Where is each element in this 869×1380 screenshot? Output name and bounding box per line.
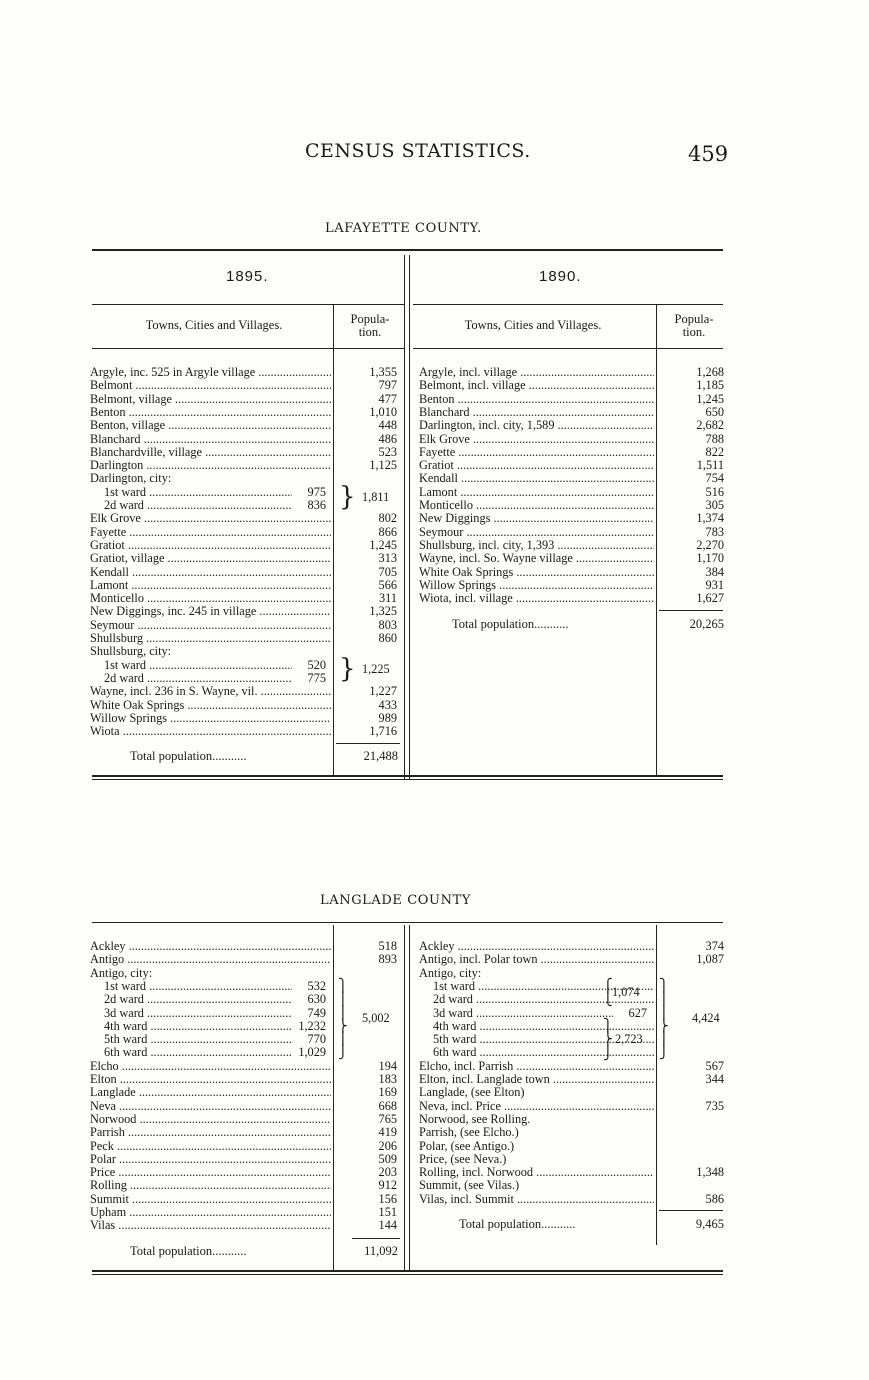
row-name: Darlington .....: [90, 459, 331, 472]
langlade-county-title: LANGLADE COUNTY: [320, 893, 472, 908]
population-value: 1,511: [696, 458, 724, 473]
row-name: Argyle, incl. village .....: [419, 366, 654, 379]
table-row: [90, 1086, 400, 1099]
population-value: 206: [378, 1138, 397, 1153]
table-row: [90, 512, 400, 525]
column-header-towns-1895: Towns, Cities and Villages.: [145, 318, 283, 332]
row-name: 1st ward .....: [104, 486, 292, 499]
table-row: [90, 1007, 400, 1020]
ward-value: 1,232: [298, 1018, 326, 1033]
row-name: Neva, incl. Price .....: [419, 1100, 654, 1113]
table-row: [90, 1179, 400, 1192]
column-header-population-1895: Popula- tion.: [350, 312, 390, 339]
sum-rule: [659, 1210, 723, 1211]
table-row: [419, 1140, 725, 1153]
population-value: 1,355: [369, 365, 397, 379]
table-row: [419, 379, 725, 392]
table-bottom-rule: [92, 779, 723, 780]
row-name: Wayne, incl. 236 in S. Wayne, vil. .....: [90, 685, 331, 698]
table-row: [419, 1126, 725, 1139]
population-value: 567: [705, 1058, 724, 1073]
double-column-rule: [409, 925, 410, 1270]
population-value: 374: [705, 939, 724, 953]
table-bottom-rule: [92, 1270, 723, 1272]
row-name: Peck .....: [90, 1140, 331, 1153]
table-row: [90, 1193, 400, 1206]
population-value: 477: [378, 391, 397, 406]
population-value: 893: [378, 952, 397, 967]
population-value: 2,270: [696, 537, 724, 552]
row-name: Blanchardville, village .....: [90, 446, 331, 459]
row-name: Upham .....: [90, 1206, 331, 1219]
table-row: [419, 592, 725, 605]
table-row: [90, 632, 400, 645]
row-name: Wiota .....: [90, 725, 331, 738]
row-name: 2d ward .....: [104, 672, 292, 685]
row-name: Fayette .....: [90, 526, 331, 539]
bracket-wards-1-2: ⎧ ⎩: [603, 979, 613, 1008]
row-name: Norwood, see Rolling.: [419, 1111, 531, 1126]
shullsburg-city-total: 1,225: [362, 662, 390, 676]
table-row: [90, 712, 400, 725]
table-row: [419, 967, 725, 980]
ward-value: 627: [628, 1005, 647, 1020]
population-value: 509: [378, 1151, 397, 1166]
row-name: Rolling, incl. Norwood .....: [419, 1166, 654, 1179]
total-population-label-langlade-1895: Total population .....: [130, 1244, 246, 1259]
population-value: 822: [705, 444, 724, 459]
row-name: Shullsburg .....: [90, 632, 331, 645]
table-row: [90, 953, 400, 966]
table-row: [90, 366, 400, 379]
year-1890-heading: 1890.: [539, 268, 582, 285]
row-name: Kendall .....: [419, 472, 654, 485]
row-name: 3d ward .....: [433, 1007, 613, 1020]
table-row: [419, 1166, 725, 1179]
table-row: [419, 552, 725, 565]
row-name: Lamont .....: [90, 579, 331, 592]
population-value: 788: [705, 431, 724, 446]
row-name: Elton .....: [90, 1073, 331, 1086]
table-row: [90, 980, 400, 993]
total-population-langlade-1890: 9,465: [695, 1217, 724, 1231]
population-value: 1,245: [696, 391, 724, 406]
table-row: [90, 1033, 400, 1046]
table-row: [419, 366, 725, 379]
table-row: [90, 1100, 400, 1113]
row-name: Willow Springs .....: [90, 712, 331, 725]
row-name: Gratiot .....: [419, 459, 654, 472]
table-row: [90, 619, 400, 632]
table-row: [419, 1007, 725, 1020]
table-row: [90, 605, 400, 618]
population-value: 668: [378, 1098, 397, 1113]
row-name: Ackley .....: [90, 940, 331, 953]
row-name: Shullsburg, city:: [90, 644, 172, 659]
row-name: Darlington, incl. city, 1,589 .....: [419, 419, 654, 432]
table-row: [90, 566, 400, 579]
population-value: 931: [705, 577, 724, 592]
ward-value: 630: [307, 992, 326, 1007]
table-row: [419, 459, 725, 472]
row-name: Elk Grove .....: [90, 512, 331, 525]
row-name: Antigo, incl. Polar town .....: [419, 953, 654, 966]
row-name: Rolling .....: [90, 1179, 331, 1192]
row-name: 2d ward .....: [433, 993, 654, 1006]
row-name: 4th ward .....: [433, 1020, 654, 1033]
population-value: 866: [378, 524, 397, 539]
table-row: [90, 433, 400, 446]
row-name: Seymour .....: [90, 619, 331, 632]
population-value: 1,227: [369, 684, 397, 699]
total-population-label-langlade-1890: Total population .....: [459, 1217, 575, 1232]
row-name: Neva .....: [90, 1100, 331, 1113]
row-name: Price .....: [90, 1166, 331, 1179]
row-name: Parrish, (see Elcho.): [419, 1125, 519, 1140]
row-name: Seymour .....: [419, 526, 654, 539]
row-name: Belmont, village .....: [90, 393, 331, 406]
row-name: Wayne, incl. So. Wayne village .....: [419, 552, 654, 565]
population-value: 183: [378, 1072, 397, 1086]
population-value: 203: [378, 1165, 397, 1180]
table-row: [90, 725, 400, 738]
population-value: 1,348: [696, 1165, 724, 1180]
population-value: 912: [378, 1178, 397, 1193]
table-row: [419, 1179, 725, 1192]
population-value: 705: [378, 564, 397, 579]
sum-rule: [352, 1238, 400, 1239]
row-name: Monticello .....: [419, 499, 654, 512]
row-name: 4th ward .....: [104, 1020, 292, 1033]
table-row: [90, 940, 400, 953]
table-row: [90, 699, 400, 712]
table-row: [419, 993, 725, 1006]
table-row: [419, 472, 725, 485]
ward-value: 775: [307, 670, 326, 685]
table-row: [90, 419, 400, 432]
ward-value: 770: [307, 1032, 326, 1047]
population-value: 1,170: [696, 551, 724, 566]
row-name: Antigo, city:: [90, 965, 153, 980]
table-row: [419, 566, 725, 579]
population-value: 1,010: [369, 404, 397, 419]
row-name: Ackley .....: [419, 940, 654, 953]
row-name: White Oak Springs .....: [90, 699, 331, 712]
table-row: [419, 393, 725, 406]
population-value: 566: [378, 577, 397, 592]
row-name: Gratiot, village .....: [90, 552, 331, 565]
table-row: [90, 539, 400, 552]
population-value: 448: [378, 418, 397, 433]
population-value: 1,325: [369, 604, 397, 619]
header-rule-left: [92, 304, 404, 305]
column-header-population-1890: Popula- tion.: [674, 312, 714, 339]
row-name: Wiota, incl. village .....: [419, 592, 654, 605]
bracket-antigo-city-1890: ⎫ ⎪ ⎪ ⎬ ⎪ ⎭: [659, 979, 669, 1061]
population-value: 384: [705, 564, 724, 579]
table-bottom-rule: [92, 1274, 723, 1275]
bracket-darlington: }: [339, 482, 356, 512]
table-row: [419, 419, 725, 432]
row-name: Antigo .....: [90, 953, 331, 966]
row-name: Parrish .....: [90, 1126, 331, 1139]
population-value: 650: [705, 404, 724, 419]
population-value: 344: [705, 1072, 724, 1086]
population-value: 1,374: [696, 511, 724, 526]
year-1895-heading: 1895.: [226, 268, 269, 285]
antigo-city-total: 5,002: [362, 1011, 390, 1025]
running-header-title: CENSUS STATISTICS.: [305, 140, 531, 162]
table-row: [90, 592, 400, 605]
row-name: Fayette .....: [419, 446, 654, 459]
row-name: Benton .....: [419, 393, 654, 406]
double-column-rule: [404, 255, 405, 780]
table-row: [419, 539, 725, 552]
population-value: 156: [378, 1191, 397, 1206]
table-row: [90, 1140, 400, 1153]
row-name: Benton .....: [90, 406, 331, 419]
population-value: 803: [378, 617, 397, 632]
ward-value: 836: [307, 498, 326, 512]
population-value: 518: [378, 939, 397, 953]
table-row: [90, 1206, 400, 1219]
row-name: Price, (see Neva.): [419, 1151, 507, 1166]
table-row: [419, 433, 725, 446]
total-population-label-1895: Total population .....: [130, 749, 246, 764]
population-value: 860: [378, 631, 397, 645]
header-rule-right: [413, 304, 723, 305]
wards-1-2-total: 1,074: [612, 985, 640, 999]
row-name: White Oak Springs .....: [419, 566, 654, 579]
row-name: Summit .....: [90, 1193, 331, 1206]
row-name: Elcho, incl. Parrish .....: [419, 1060, 654, 1073]
table-bottom-rule: [92, 775, 723, 777]
ward-value: 975: [307, 484, 326, 499]
row-name: New Diggings .....: [419, 512, 654, 525]
population-value: 419: [378, 1125, 397, 1140]
table-row: [419, 1113, 725, 1126]
row-name: Vilas, incl. Summit .....: [419, 1193, 654, 1206]
row-name: Shullsburg, incl. city, 1,393 .....: [419, 539, 654, 552]
table-row: [90, 1046, 400, 1059]
population-value: 313: [378, 551, 397, 566]
row-name: 1st ward .....: [104, 659, 292, 672]
row-name: Gratiot .....: [90, 539, 331, 552]
row-name: Lamont .....: [419, 486, 654, 499]
table-row: [90, 526, 400, 539]
population-value: 1,245: [369, 537, 397, 552]
row-name: Polar, (see Antigo.): [419, 1138, 515, 1153]
row-name: 3d ward .....: [104, 1007, 292, 1020]
population-value: 516: [705, 484, 724, 499]
lafayette-county-title: LAFAYETTE COUNTY.: [325, 221, 482, 236]
row-name: Elcho .....: [90, 1060, 331, 1073]
table-row: [419, 1073, 725, 1086]
total-population-1895: 21,488: [363, 749, 398, 763]
population-value: 802: [378, 511, 397, 526]
population-value: 2,682: [696, 418, 724, 433]
population-value: 486: [378, 431, 397, 446]
table-row: [419, 486, 725, 499]
table-row: [419, 446, 725, 459]
row-name: 6th ward .....: [433, 1046, 654, 1059]
population-value: 1,627: [696, 591, 724, 606]
ward-value: 749: [307, 1005, 326, 1020]
table-row: [90, 552, 400, 565]
row-name: 2d ward .....: [104, 993, 292, 1006]
table-row: [90, 1060, 400, 1073]
ward-value: 1,029: [298, 1045, 326, 1060]
bracket-shullsburg: }: [339, 654, 356, 684]
table-row: [419, 579, 725, 592]
row-name: Belmont .....: [90, 379, 331, 392]
table-row: [419, 406, 725, 419]
table-row: [419, 1100, 725, 1113]
row-name: Polar .....: [90, 1153, 331, 1166]
row-name: 6th ward .....: [104, 1046, 292, 1059]
population-value: 754: [705, 471, 724, 486]
darlington-city-total: 1,811: [362, 490, 390, 504]
table-top-rule: [92, 249, 723, 251]
table-row: [90, 1166, 400, 1179]
population-value: 151: [378, 1205, 397, 1219]
population-value: 783: [705, 524, 724, 539]
row-name: Monticello .....: [90, 592, 331, 605]
table-row: [90, 446, 400, 459]
table-row: [90, 406, 400, 419]
total-population-1890: 20,265: [689, 617, 724, 631]
sum-rule: [659, 610, 723, 611]
ward-value: 532: [307, 978, 326, 993]
row-name: Langlade .....: [90, 1086, 331, 1099]
table-row: [90, 579, 400, 592]
table-row: [419, 526, 725, 539]
population-value: 989: [378, 710, 397, 725]
table-row: [419, 512, 725, 525]
row-name: 1st ward .....: [433, 980, 654, 993]
row-name: 5th ward .....: [433, 1033, 654, 1046]
row-name: 1st ward .....: [104, 980, 292, 993]
table-row: [419, 1086, 725, 1099]
table-row: [419, 1193, 725, 1206]
bracket-wards-4-6: ⎫ ⎬ ⎭: [603, 1019, 613, 1061]
table-row: [90, 1113, 400, 1126]
table-row: [419, 953, 725, 966]
table-row: [90, 379, 400, 392]
population-value: 169: [378, 1085, 397, 1100]
row-name: Norwood .....: [90, 1113, 331, 1126]
bracket-antigo: ⎫ ⎪ ⎪ ⎬ ⎪ ⎭: [338, 979, 348, 1061]
table-top-rule: [92, 922, 723, 923]
row-name: Willow Springs .....: [419, 579, 654, 592]
wards-4-6-total: 2,723: [615, 1032, 643, 1046]
population-value: 144: [378, 1218, 397, 1233]
population-value: 305: [705, 498, 724, 512]
table-row: [90, 993, 400, 1006]
row-name: Darlington, city:: [90, 471, 172, 486]
table-row: [419, 499, 725, 512]
row-name: Elk Grove .....: [419, 433, 654, 446]
table-row: [90, 1126, 400, 1139]
subheader-rule-right: [413, 348, 723, 349]
row-name: Blanchard .....: [419, 406, 654, 419]
table-row: [419, 1060, 725, 1073]
table-row: [419, 1046, 725, 1059]
page-number: 459: [688, 142, 729, 166]
population-value: 1,125: [369, 458, 397, 473]
table-row: [419, 1020, 725, 1033]
row-name: Blanchard .....: [90, 433, 331, 446]
table-row: [90, 685, 400, 698]
table-row: [90, 1020, 400, 1033]
row-name: Belmont, incl. village .....: [419, 379, 654, 392]
population-value: 1,185: [696, 378, 724, 393]
subheader-rule-left: [92, 348, 404, 349]
population-value: 1,087: [696, 952, 724, 967]
population-value: 735: [705, 1098, 724, 1113]
table-row: [419, 940, 725, 953]
table-row: [90, 1153, 400, 1166]
total-population-langlade-1895: 11,092: [364, 1244, 398, 1258]
population-value: 1,268: [696, 365, 724, 379]
row-name: 2d ward .....: [104, 499, 292, 512]
row-name: 5th ward .....: [104, 1033, 292, 1046]
antigo-city-total-1890: 4,424: [692, 1011, 720, 1025]
row-name: Vilas .....: [90, 1219, 331, 1232]
population-value: 797: [378, 378, 397, 393]
row-name: Kendall .....: [90, 566, 331, 579]
population-value: 311: [379, 591, 397, 606]
row-name: Summit, (see Vilas.): [419, 1178, 520, 1193]
table-row: [419, 1153, 725, 1166]
double-column-rule: [404, 925, 405, 1270]
table-row: [90, 967, 400, 980]
total-population-label-1890: Total population .....: [452, 617, 568, 632]
population-value: 523: [378, 444, 397, 459]
row-name: Argyle, inc. 525 in Argyle village .....: [90, 366, 331, 379]
population-value: 194: [378, 1058, 397, 1073]
row-name: Benton, village .....: [90, 419, 331, 432]
table-row: [419, 980, 725, 993]
row-name: Antigo, city:: [419, 965, 482, 980]
table-row: [90, 1219, 400, 1232]
double-column-rule: [409, 255, 410, 780]
sum-rule: [336, 743, 400, 744]
row-name: Langlade, (see Elton): [419, 1085, 525, 1100]
table-row: [419, 1033, 725, 1046]
population-value: 433: [378, 697, 397, 712]
table-row: [90, 459, 400, 472]
population-value: 1,716: [369, 724, 397, 739]
population-value: 765: [378, 1111, 397, 1126]
row-name: New Diggings, inc. 245 in village .....: [90, 605, 331, 618]
column-header-towns-1890: Towns, Cities and Villages.: [464, 318, 602, 332]
row-name: Elton, incl. Langlade town .....: [419, 1073, 654, 1086]
table-row: [90, 393, 400, 406]
ward-value: 520: [307, 657, 326, 672]
population-value: 586: [705, 1191, 724, 1206]
table-row: [90, 1073, 400, 1086]
